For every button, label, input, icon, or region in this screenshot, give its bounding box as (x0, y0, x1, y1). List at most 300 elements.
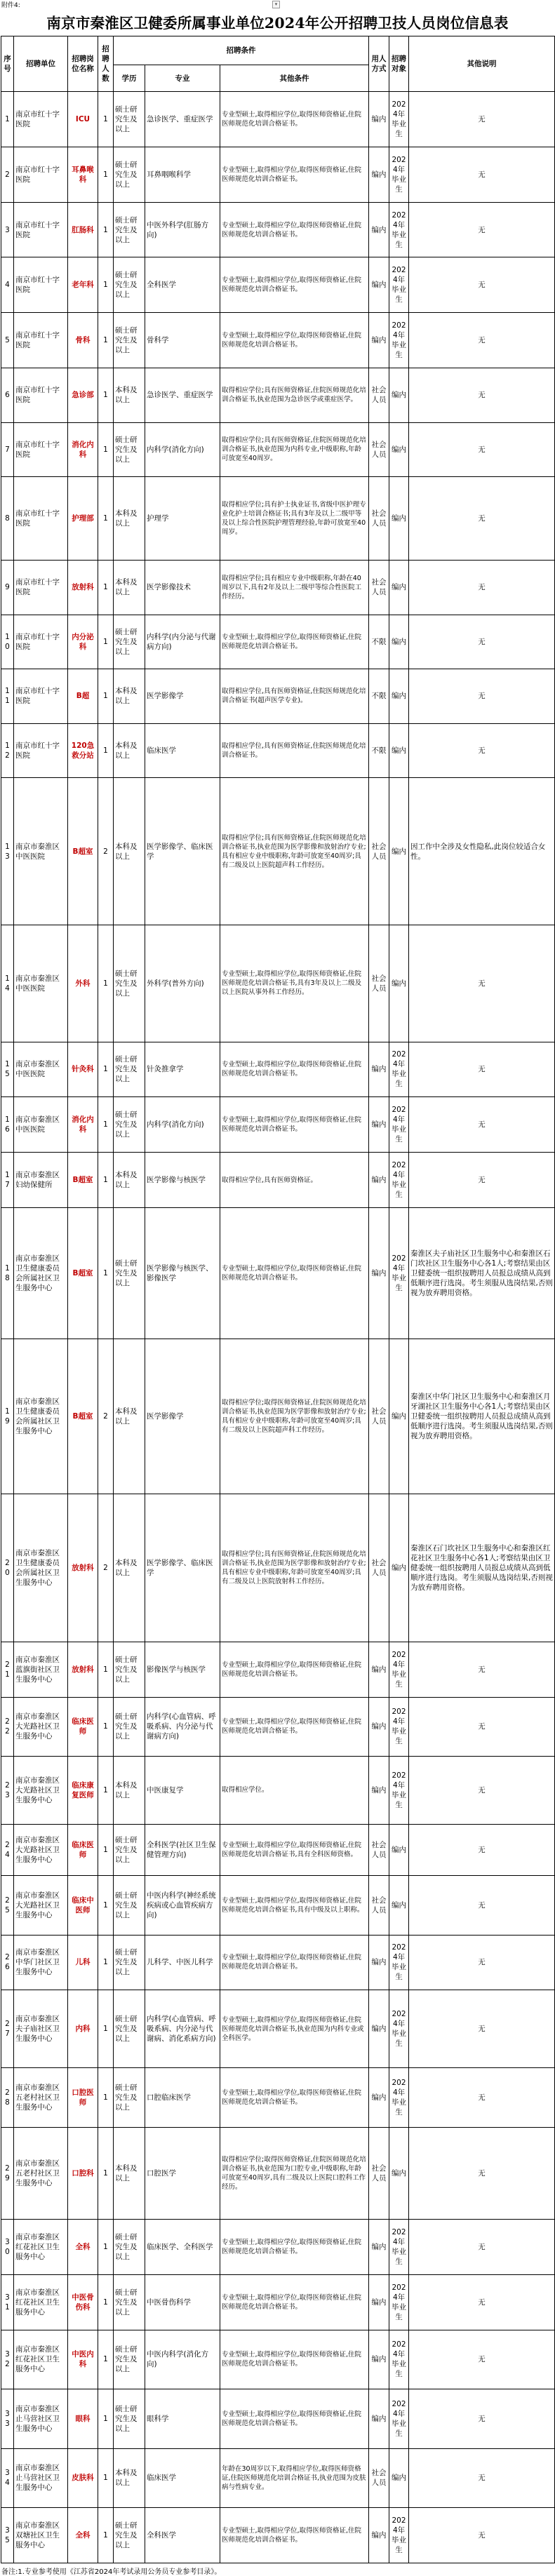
row-number: 9 (1, 561, 14, 615)
education: 硕士研究生及以上 (114, 1935, 145, 1990)
row-number: 21 (1, 1642, 14, 1697)
header-no: 序号 (1, 36, 14, 92)
other-conditions: 取得相应学位,具有医师资格证,住院医师规范化培训合格证书。 (220, 723, 369, 777)
row-number: 19 (1, 1339, 14, 1494)
recruit-target: 编内 (389, 1339, 409, 1494)
attachment-label: 附件4: (1, 2, 20, 9)
head-count: 1 (98, 615, 114, 669)
major: 针灸推拿学 (145, 1042, 220, 1097)
hiring-method: 编内 (369, 2274, 389, 2330)
note: 无 (409, 1097, 555, 1153)
head-count: 1 (98, 422, 114, 476)
education: 本科及以上 (114, 1756, 145, 1824)
footnote: 备注:1.专业参考使用《江苏省2024年考试录用公务员专业参考目录》。 (1, 2568, 222, 2576)
other-conditions: 专业型硕士,取得相应学位,取得医师资格证,住院医师规范化培训合格证书,具有全科医师资格。 (220, 1824, 369, 1875)
hiring-method: 社会人员 (369, 778, 389, 925)
unit-name: 南京市红十字医院 (14, 147, 68, 202)
recruit-target: 编内 (389, 2127, 409, 2219)
hiring-method: 社会人员 (369, 2448, 389, 2507)
major: 医学影像学 (145, 669, 220, 723)
other-conditions: 专业型硕士,取得相应学位,取得医师资格证,住院医师规范化培训合格证书。 (220, 1208, 369, 1339)
recruit-target: 2024年毕业生 (389, 313, 409, 368)
post-name: B超室 (68, 1208, 98, 1339)
head-count: 1 (98, 1042, 114, 1097)
other-conditions: 取得相应学位;具有相应专业中级职称,年龄在40周岁以下,具有2年及以上二级甲等综合性医院工作经历。 (220, 561, 369, 615)
post-name: 内分泌科 (68, 615, 98, 669)
major: 中医骨伤科学 (145, 2274, 220, 2330)
row-number: 14 (1, 925, 14, 1042)
row-number: 33 (1, 2389, 14, 2448)
note: 无 (409, 91, 555, 147)
post-name: ICU (68, 91, 98, 147)
table-row (1, 477, 555, 561)
major: 医学影像与核医学 (145, 1153, 220, 1208)
unit-name: 南京市秦淮区红花社区卫生服务中心 (14, 2330, 68, 2389)
head-count: 1 (98, 1642, 114, 1697)
row-number: 8 (1, 477, 14, 561)
unit-name: 南京市秦淮区止马营社区卫生服务中心 (14, 2389, 68, 2448)
unit-name: 南京市红十字医院 (14, 561, 68, 615)
row-number: 6 (1, 368, 14, 422)
unit-name: 南京市秦淮区中医医院 (14, 1042, 68, 1097)
hiring-method: 编内 (369, 2389, 389, 2448)
head-count: 1 (98, 1990, 114, 2068)
education: 本科及以上 (114, 723, 145, 777)
other-conditions: 取得相应学位。 (220, 1756, 369, 1824)
row-number: 35 (1, 2507, 14, 2563)
unit-name: 南京市秦淮区红花社区卫生服务中心 (14, 2274, 68, 2330)
table-row (1, 2448, 555, 2507)
education: 本科及以上 (114, 2448, 145, 2507)
major: 急诊医学、重症医学 (145, 91, 220, 147)
education: 硕士研究生及以上 (114, 2068, 145, 2127)
table-row (1, 2389, 555, 2448)
row-number: 28 (1, 2068, 14, 2127)
note: 无 (409, 1697, 555, 1756)
major: 内科学(消化方向) (145, 422, 220, 476)
head-count: 1 (98, 2219, 114, 2274)
row-number: 30 (1, 2219, 14, 2274)
education: 硕士研究生及以上 (114, 1697, 145, 1756)
hiring-method: 社会人员 (369, 925, 389, 1042)
post-name: 临床医师 (68, 1697, 98, 1756)
hiring-method: 编内 (369, 91, 389, 147)
note: 秦淮区石门坎社区卫生服务中心和秦淮区红花社区卫生服务中心各1人;考察结果由区卫健委统一组织按聘用人员报总成绩从高到低顺序进行选岗。考生须服从选岗结果,否则视为放弃聘用资格。 (409, 1494, 555, 1642)
recruit-target: 2024年毕业生 (389, 2219, 409, 2274)
other-conditions: 专业型硕士,取得相应学位,取得医师资格证,住院医师规范化培训合格证书,执业范围为内科专业或全科医学。 (220, 1990, 369, 2068)
note: 无 (409, 669, 555, 723)
table-row (1, 723, 555, 777)
unit-name: 南京市红十字医院 (14, 313, 68, 368)
head-count: 1 (98, 669, 114, 723)
table-row (1, 2330, 555, 2389)
major: 内科学(内分泌与代谢病方向) (145, 615, 220, 669)
header-other: 其他条件 (220, 65, 369, 92)
post-name: 眼科 (68, 2389, 98, 2448)
hiring-method: 编内 (369, 257, 389, 313)
unit-name: 南京市红十字医院 (14, 422, 68, 476)
job-table (1, 36, 555, 2563)
unit-name: 南京市秦淮区五老村社区卫生服务中心 (14, 2068, 68, 2127)
education: 本科及以上 (114, 1153, 145, 1208)
unit-name: 南京市秦淮区中华门社区卫生服务中心 (14, 1935, 68, 1990)
recruit-target: 2024年毕业生 (389, 1208, 409, 1339)
post-name: 针灸科 (68, 1042, 98, 1097)
head-count: 1 (98, 1756, 114, 1824)
hiring-method: 编内 (369, 1642, 389, 1697)
post-name: 口腔医师 (68, 2068, 98, 2127)
head-count: 1 (98, 202, 114, 257)
other-conditions: 专业型硕士,取得相应学位,取得医师资格证,住院医师规范化培训合格证书,具有3年及以上二级及以上医院从事外科工作经历。 (220, 925, 369, 1042)
education: 硕士研究生及以上 (114, 925, 145, 1042)
unit-name: 南京市秦淮区卫生健康委员会所属社区卫生服务中心 (14, 1494, 68, 1642)
other-conditions: 专业型硕士,取得相应学位,取得医师资格证,住院医师规范化培训合格证书,具有中级及以上职称。 (220, 1876, 369, 1935)
education: 硕士研究生及以上 (114, 202, 145, 257)
recruit-target: 2024年毕业生 (389, 1756, 409, 1824)
recruit-target: 编内 (389, 723, 409, 777)
table-row (1, 2274, 555, 2330)
major: 眼科学 (145, 2389, 220, 2448)
post-name: 临床医师 (68, 1824, 98, 1875)
post-name: 消化内科 (68, 1097, 98, 1153)
other-conditions: 专业型硕士,取得相应学位,取得医师资格证,住院医师规范化培训合格证书。 (220, 2330, 369, 2389)
note: 无 (409, 2127, 555, 2219)
major: 中医外科学(肛肠方向) (145, 202, 220, 257)
unit-name: 南京市红十字医院 (14, 257, 68, 313)
major: 医学影像学、临床医学 (145, 1494, 220, 1642)
header-conditions: 招聘条件 (114, 36, 369, 65)
hiring-method: 编内 (369, 1097, 389, 1153)
table-row (1, 257, 555, 313)
other-conditions: 取得相应学位;具有护士执业证书,省级中医护理专业化护士培训合格证书;具有3年及以上二级甲等及以上综合性医院护理管理经验,年龄可放宽至40周岁。 (220, 477, 369, 561)
other-conditions: 专业型硕士,取得相应学位,取得医师资格证,住院医师规范化培训合格证书。 (220, 202, 369, 257)
unit-name: 南京市秦淮区卫生健康委员会所属社区卫生服务中心 (14, 1339, 68, 1494)
major: 内科学(心血管病、呼吸系病、内分泌与代谢病、消化系病方向) (145, 1990, 220, 2068)
table-row (1, 147, 555, 202)
row-number: 10 (1, 615, 14, 669)
table-row (1, 422, 555, 476)
table-row (1, 778, 555, 925)
other-conditions: 专业型硕士,取得相应学位,取得医师资格证,住院医师规范化培训合格证书。 (220, 313, 369, 368)
post-name: 耳鼻喉科 (68, 147, 98, 202)
major: 中医内科学(神经系统疾病或心血管疾病方向) (145, 1876, 220, 1935)
unit-name: 南京市红十字医院 (14, 368, 68, 422)
head-count: 1 (98, 1208, 114, 1339)
hiring-method: 编内 (369, 2330, 389, 2389)
note: 无 (409, 1935, 555, 1990)
hiring-method: 社会人员 (369, 1339, 389, 1494)
major: 医学影像技术 (145, 561, 220, 615)
post-name: B超室 (68, 1339, 98, 1494)
hiring-method: 编内 (369, 1990, 389, 2068)
unit-name: 南京市秦淮区蓝旗街社区卫生服务中心 (14, 1642, 68, 1697)
table-row (1, 669, 555, 723)
page-title: 南京市秦淮区卫健委所属事业单位2024年公开招聘卫技人员岗位信息表 (46, 15, 509, 32)
hiring-method: 不限 (369, 669, 389, 723)
post-name: 肛肠科 (68, 202, 98, 257)
row-number: 25 (1, 1876, 14, 1935)
row-number: 26 (1, 1935, 14, 1990)
unit-name: 南京市红十字医院 (14, 723, 68, 777)
recruit-target: 编内 (389, 422, 409, 476)
education: 硕士研究生及以上 (114, 2219, 145, 2274)
post-name: 护理部 (68, 477, 98, 561)
row-number: 2 (1, 147, 14, 202)
row-number: 20 (1, 1494, 14, 1642)
row-number: 11 (1, 669, 14, 723)
post-name: B超室 (68, 778, 98, 925)
recruit-target: 2024年毕业生 (389, 2507, 409, 2563)
other-conditions: 专业型硕士,取得相应学位,取得医师资格证,住院医师规范化培训合格证书。 (220, 2389, 369, 2448)
table-row (1, 1756, 555, 1824)
note: 无 (409, 202, 555, 257)
note: 因工作中全涉及女性隐私,此岗位较适合女性。 (409, 778, 555, 925)
row-number: 34 (1, 2448, 14, 2507)
note: 无 (409, 723, 555, 777)
education: 本科及以上 (114, 2127, 145, 2219)
head-count: 1 (98, 925, 114, 1042)
recruit-target: 编内 (389, 1494, 409, 1642)
row-number: 15 (1, 1042, 14, 1097)
major: 耳鼻咽喉科学 (145, 147, 220, 202)
other-conditions: 取得相应学位;具有医师资格证,住院医师规范化培训合格证书,执业范围为医学影像和放射治疗专业;具有相应专业中级职称,年龄可放宽至40周岁;具有二级及以上医院放射科工作经历。 (220, 1494, 369, 1642)
unit-name: 南京市秦淮区大光路社区卫生服务中心 (14, 1697, 68, 1756)
table-row (1, 1097, 555, 1153)
note: 无 (409, 2219, 555, 2274)
major: 中医内科学(消化方向) (145, 2330, 220, 2389)
head-count: 1 (98, 147, 114, 202)
table-row (1, 615, 555, 669)
dropdown-toggle-icon[interactable]: ▾ (272, 1, 280, 8)
other-conditions: 专业型硕士,取得相应学位,取得医师资格证,住院医师规范化培训合格证书。 (220, 2219, 369, 2274)
other-conditions: 取得相应学位;具有医师资格证,住院医师规范化培训合格证书,执业范围为医学影像和放射治疗专业;具有相应专业中级职称,年龄可放宽至40周岁;具有二级及以上医院超声科工作经历。 (220, 778, 369, 925)
hiring-method: 编内 (369, 202, 389, 257)
head-count: 1 (98, 1097, 114, 1153)
hiring-method: 编内 (369, 1935, 389, 1990)
other-conditions: 专业型硕士,取得相应学位,取得医师资格证,住院医师规范化培训合格证书。 (220, 147, 369, 202)
education: 硕士研究生及以上 (114, 2389, 145, 2448)
row-number: 24 (1, 1824, 14, 1875)
table-row (1, 925, 555, 1042)
education: 硕士研究生及以上 (114, 1208, 145, 1339)
unit-name: 南京市红十字医院 (14, 91, 68, 147)
unit-name: 南京市秦淮区妇幼保健所 (14, 1153, 68, 1208)
education: 硕士研究生及以上 (114, 1097, 145, 1153)
header-note: 其他说明 (409, 36, 555, 92)
education: 硕士研究生及以上 (114, 615, 145, 669)
recruit-target: 2024年毕业生 (389, 1153, 409, 1208)
major: 外科学(普外方向) (145, 925, 220, 1042)
recruit-target: 2024年毕业生 (389, 2330, 409, 2389)
hiring-method: 不限 (369, 615, 389, 669)
major: 医学影像学、临床医学 (145, 778, 220, 925)
table-row (1, 1494, 555, 1642)
other-conditions: 专业型硕士,取得相应学位,取得医师资格证,住院医师规范化培训合格证书。 (220, 615, 369, 669)
note: 无 (409, 1990, 555, 2068)
recruit-target: 2024年毕业生 (389, 1042, 409, 1097)
post-name: 中医骨伤科 (68, 2274, 98, 2330)
hiring-method: 社会人员 (369, 1494, 389, 1642)
major: 中医康复学 (145, 1756, 220, 1824)
table-row (1, 368, 555, 422)
row-number: 1 (1, 91, 14, 147)
recruit-target: 编内 (389, 477, 409, 561)
major: 护理学 (145, 477, 220, 561)
note: 无 (409, 2274, 555, 2330)
header-target: 招聘对象 (389, 36, 409, 92)
education: 硕士研究生及以上 (114, 2507, 145, 2563)
head-count: 1 (98, 2274, 114, 2330)
post-name: 临床康复医师 (68, 1756, 98, 1824)
row-number: 12 (1, 723, 14, 777)
recruit-target: 2024年毕业生 (389, 2389, 409, 2448)
recruit-target: 2024年毕业生 (389, 1990, 409, 2068)
other-conditions: 专业型硕士,取得相应学位,取得医师资格证,住院医师规范化培训合格证书。 (220, 1097, 369, 1153)
education: 本科及以上 (114, 778, 145, 925)
note: 无 (409, 257, 555, 313)
table-row (1, 2507, 555, 2563)
unit-name: 南京市秦淮区大光路社区卫生服务中心 (14, 1756, 68, 1824)
other-conditions: 取得相应学位;具有医师资格证,住院医师规范化培训合格证书,执业范围为内科专业,中级职称,年龄可放宽至40周岁。 (220, 422, 369, 476)
recruit-target: 2024年毕业生 (389, 1935, 409, 1990)
education: 本科及以上 (114, 669, 145, 723)
recruit-target: 编内 (389, 2448, 409, 2507)
header-method: 用人方式 (369, 36, 389, 92)
note: 无 (409, 925, 555, 1042)
education: 硕士研究生及以上 (114, 257, 145, 313)
note: 无 (409, 1876, 555, 1935)
row-number: 5 (1, 313, 14, 368)
education: 硕士研究生及以上 (114, 1642, 145, 1697)
head-count: 1 (98, 2448, 114, 2507)
major: 临床医学、全科医学 (145, 2219, 220, 2274)
education: 硕士研究生及以上 (114, 1824, 145, 1875)
hiring-method: 编内 (369, 1208, 389, 1339)
post-name: 口腔科 (68, 2127, 98, 2219)
table-row (1, 2068, 555, 2127)
education: 硕士研究生及以上 (114, 422, 145, 476)
major: 内科学(心血管病、呼吸系病、内分泌与代谢病方向) (145, 1697, 220, 1756)
head-count: 1 (98, 561, 114, 615)
note: 秦淮区中华门社区卫生服务中心和秦淮区月牙湖社区卫生服务中心各1人;考察结果由区卫健委统一组织按聘用人员报总成绩从高到低顺序进行选岗。考生须服从选岗结果,否则视为放弃聘用资格。 (409, 1339, 555, 1494)
recruit-target: 编内 (389, 669, 409, 723)
unit-name: 南京市秦淮区双塘社区卫生服务中心 (14, 2507, 68, 2563)
education: 本科及以上 (114, 368, 145, 422)
major: 全科医学 (145, 257, 220, 313)
note: 无 (409, 2448, 555, 2507)
post-name: 中医内科 (68, 2330, 98, 2389)
post-name: 放射科 (68, 1642, 98, 1697)
note: 无 (409, 615, 555, 669)
other-conditions: 年龄在30周岁以下,取得相应学位,取得医师资格证,住院医师规范化培训合格证书,执业范围为皮肤病与性病专业。 (220, 2448, 369, 2507)
table-row (1, 1042, 555, 1097)
table-row (1, 1208, 555, 1339)
post-name: 放射科 (68, 1494, 98, 1642)
note: 秦淮区夫子庙社区卫生服务中心和秦淮区石门坎社区卫生服务中心各1人;考察结果由区卫健委统一组织按聘用人员报总成绩从高到低顺序进行选岗。考生须服从选岗结果,否则视为放弃聘用资格。 (409, 1208, 555, 1339)
note: 无 (409, 2330, 555, 2389)
unit-name: 南京市秦淮区夫子庙社区卫生服务中心 (14, 1990, 68, 2068)
note: 无 (409, 1642, 555, 1697)
major: 临床医学 (145, 2448, 220, 2507)
unit-name: 南京市秦淮区大光路社区卫生服务中心 (14, 1824, 68, 1875)
unit-name: 南京市秦淮区中医医院 (14, 778, 68, 925)
major: 急诊医学、重症医学 (145, 368, 220, 422)
table-row (1, 1824, 555, 1875)
note: 无 (409, 561, 555, 615)
note: 无 (409, 2068, 555, 2127)
head-count: 1 (98, 2127, 114, 2219)
note: 无 (409, 313, 555, 368)
major: 骨科学 (145, 313, 220, 368)
head-count: 1 (98, 2068, 114, 2127)
post-name: 临床中医师 (68, 1876, 98, 1935)
header-post: 招聘岗位名称 (68, 36, 98, 92)
table-row (1, 1339, 555, 1494)
hiring-method: 编内 (369, 2068, 389, 2127)
other-conditions: 取得相应学位;取得医师资格证,住院医师规范化培训合格证书,执业范围为口腔专业,中级职称,年龄可放宽至40周岁,具有二级及以上医院口腔科工作经历。 (220, 2127, 369, 2219)
post-name: 全科 (68, 2507, 98, 2563)
education: 硕士研究生及以上 (114, 91, 145, 147)
education: 硕士研究生及以上 (114, 1876, 145, 1935)
row-number: 23 (1, 1756, 14, 1824)
note: 无 (409, 147, 555, 202)
unit-name: 南京市秦淮区中医医院 (14, 925, 68, 1042)
table-row (1, 1990, 555, 2068)
table-row (1, 202, 555, 257)
other-conditions: 取得相应学位,具有医师资格证,住院医师规范化培训合格证书(超声医学专业)。 (220, 669, 369, 723)
header-count: 招聘人数 (98, 36, 114, 92)
head-count: 1 (98, 2330, 114, 2389)
row-number: 31 (1, 2274, 14, 2330)
education: 本科及以上 (114, 1494, 145, 1642)
recruit-target: 2024年毕业生 (389, 2068, 409, 2127)
head-count: 1 (98, 91, 114, 147)
table-row (1, 1876, 555, 1935)
head-count: 1 (98, 1876, 114, 1935)
note: 无 (409, 2507, 555, 2563)
major: 影像医学与核医学 (145, 1642, 220, 1697)
header-edu: 学历 (114, 65, 145, 92)
other-conditions: 专业型硕士,取得相应学位,取得医师资格证,住院医师规范化培训合格证书。 (220, 2068, 369, 2127)
table-row (1, 561, 555, 615)
note: 无 (409, 1042, 555, 1097)
table-row (1, 1935, 555, 1990)
recruit-target: 2024年毕业生 (389, 1642, 409, 1697)
hiring-method: 编内 (369, 1697, 389, 1756)
hiring-method: 编内 (369, 313, 389, 368)
major: 全科医学(社区卫生保健管理方向) (145, 1824, 220, 1875)
recruit-target: 编内 (389, 368, 409, 422)
table-row (1, 1153, 555, 1208)
hiring-method: 社会人员 (369, 477, 389, 561)
table-row (1, 1697, 555, 1756)
head-count: 1 (98, 1697, 114, 1756)
head-count: 1 (98, 313, 114, 368)
row-number: 16 (1, 1097, 14, 1153)
major: 口腔临床医学 (145, 2068, 220, 2127)
note: 无 (409, 2389, 555, 2448)
head-count: 1 (98, 2389, 114, 2448)
hiring-method: 编内 (369, 1153, 389, 1208)
head-count: 1 (98, 477, 114, 561)
education: 硕士研究生及以上 (114, 313, 145, 368)
row-number: 17 (1, 1153, 14, 1208)
header-unit: 招聘单位 (14, 36, 68, 92)
other-conditions: 专业型硕士,取得相应学位,取得医师资格证,住院医师规范化培训合格证书。 (220, 1642, 369, 1697)
unit-name: 南京市红十字医院 (14, 615, 68, 669)
hiring-method: 编内 (369, 1756, 389, 1824)
recruit-target: 编内 (389, 925, 409, 1042)
